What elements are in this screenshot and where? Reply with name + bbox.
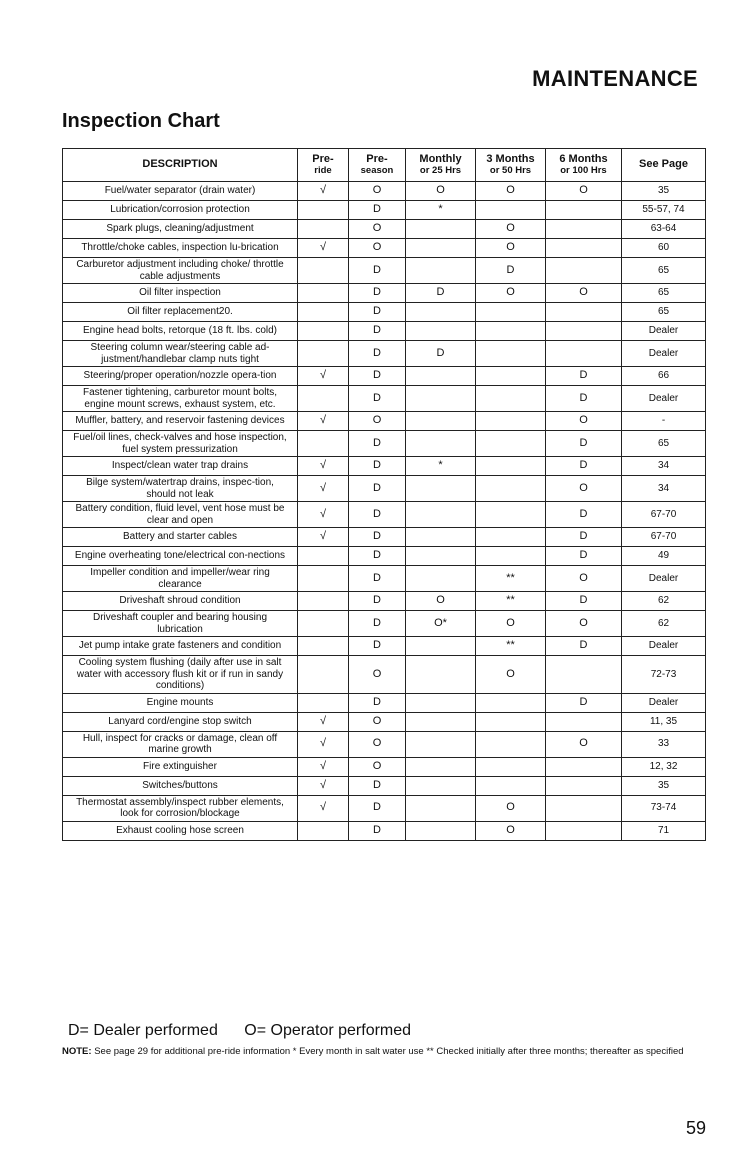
cell-page: 65	[622, 284, 706, 303]
table-row	[63, 693, 706, 712]
cell-preride	[298, 656, 349, 694]
cell-page: 12, 32	[622, 757, 706, 776]
cell-six	[546, 757, 622, 776]
column-header-label: See Page	[639, 158, 688, 171]
cell-three	[476, 457, 546, 476]
cell-six: D	[546, 431, 622, 457]
cell-preseason: D	[349, 566, 406, 592]
cell-preride: √	[298, 367, 349, 386]
cell-desc: Inspect/clean water trap drains	[63, 457, 298, 476]
cell-three: **	[476, 566, 546, 592]
cell-three: **	[476, 637, 546, 656]
cell-page: 55-57, 74	[622, 201, 706, 220]
cell-preride	[298, 592, 349, 611]
column-header	[546, 149, 622, 182]
cell-desc: Lubrication/corrosion protection	[63, 201, 298, 220]
cell-preride	[298, 611, 349, 637]
cell-six: O	[546, 412, 622, 431]
cell-three: O	[476, 284, 546, 303]
cell-desc: Lanyard cord/engine stop switch	[63, 712, 298, 731]
table-row	[63, 258, 706, 284]
cell-six: O	[546, 731, 622, 757]
cell-page: 65	[622, 303, 706, 322]
cell-three	[476, 386, 546, 412]
cell-monthly	[406, 693, 476, 712]
cell-preride	[298, 258, 349, 284]
cell-desc: Thermostat assembly/inspect rubber elements, look for corrosion/blockage	[63, 795, 298, 821]
cell-preseason: O	[349, 656, 406, 694]
cell-six	[546, 795, 622, 821]
cell-desc: Hull, inspect for cracks or damage, clean off marine growth	[63, 731, 298, 757]
table-row	[63, 821, 706, 840]
cell-monthly: *	[406, 457, 476, 476]
cell-monthly: *	[406, 201, 476, 220]
cell-monthly	[406, 566, 476, 592]
cell-monthly	[406, 258, 476, 284]
cell-monthly	[406, 431, 476, 457]
cell-six: D	[546, 637, 622, 656]
cell-preseason: O	[349, 182, 406, 201]
cell-desc: Carburetor adjustment including choke/ throttle cable adjustments	[63, 258, 298, 284]
cell-monthly	[406, 476, 476, 502]
column-header	[622, 149, 706, 182]
cell-monthly	[406, 656, 476, 694]
cell-monthly	[406, 821, 476, 840]
cell-desc: Driveshaft coupler and bearing housing lubrication	[63, 611, 298, 637]
cell-monthly	[406, 239, 476, 258]
cell-preride	[298, 220, 349, 239]
table-row	[63, 341, 706, 367]
cell-preride	[298, 637, 349, 656]
cell-six	[546, 220, 622, 239]
legend	[68, 1022, 433, 1040]
cell-preride	[298, 201, 349, 220]
cell-six	[546, 656, 622, 694]
cell-preseason: D	[349, 795, 406, 821]
cell-preride: √	[298, 776, 349, 795]
cell-desc: Driveshaft shroud condition	[63, 592, 298, 611]
cell-preseason: D	[349, 611, 406, 637]
table-row	[63, 656, 706, 694]
cell-three	[476, 367, 546, 386]
cell-three: **	[476, 592, 546, 611]
cell-monthly: D	[406, 341, 476, 367]
cell-preride	[298, 303, 349, 322]
table-row	[63, 220, 706, 239]
cell-preseason: O	[349, 731, 406, 757]
page-number: 59	[685, 1118, 706, 1138]
cell-preride: √	[298, 412, 349, 431]
column-header-label: 6 Months	[559, 152, 608, 165]
table-row	[63, 201, 706, 220]
cell-page: 66	[622, 367, 706, 386]
cell-monthly: D	[406, 284, 476, 303]
table-row	[63, 731, 706, 757]
column-header	[298, 149, 349, 182]
cell-preseason: D	[349, 637, 406, 656]
cell-preride: √	[298, 502, 349, 528]
cell-monthly	[406, 412, 476, 431]
cell-preride	[298, 386, 349, 412]
cell-desc: Throttle/choke cables, inspection lu-brication	[63, 239, 298, 258]
cell-preseason: O	[349, 757, 406, 776]
cell-desc: Engine mounts	[63, 693, 298, 712]
cell-preseason: O	[349, 220, 406, 239]
column-header-sub: or 100 Hrs	[560, 165, 607, 176]
table-row	[63, 303, 706, 322]
cell-monthly	[406, 776, 476, 795]
cell-preride: √	[298, 795, 349, 821]
cell-page: 67-70	[622, 502, 706, 528]
cell-preride	[298, 341, 349, 367]
cell-three: O	[476, 182, 546, 201]
cell-monthly	[406, 502, 476, 528]
cell-desc: Jet pump intake grate fasteners and condition	[63, 637, 298, 656]
cell-preseason: D	[349, 341, 406, 367]
cell-page: 34	[622, 476, 706, 502]
cell-desc: Cooling system flushing (daily after use in salt water with accessory flush kit or if run in sandy conditions)	[63, 656, 298, 694]
column-header	[63, 149, 298, 182]
cell-preseason: D	[349, 476, 406, 502]
cell-preride: √	[298, 731, 349, 757]
legend-operator: O= Operator performed	[244, 1022, 412, 1039]
column-header	[406, 149, 476, 182]
table-row	[63, 284, 706, 303]
table-row	[63, 412, 706, 431]
table-row	[63, 367, 706, 386]
cell-three: O	[476, 795, 546, 821]
cell-six: D	[546, 367, 622, 386]
cell-three	[476, 528, 546, 547]
cell-page: Dealer	[622, 322, 706, 341]
cell-desc: Fastener tightening, carburetor mount bolts, engine mount screws, exhaust system, etc.	[63, 386, 298, 412]
cell-six	[546, 258, 622, 284]
cell-three	[476, 693, 546, 712]
cell-three: O	[476, 821, 546, 840]
cell-preseason: D	[349, 693, 406, 712]
cell-monthly	[406, 637, 476, 656]
cell-six: D	[546, 528, 622, 547]
cell-three	[476, 502, 546, 528]
cell-preride	[298, 566, 349, 592]
table-row	[63, 322, 706, 341]
cell-six: D	[546, 457, 622, 476]
cell-six	[546, 821, 622, 840]
cell-six: O	[546, 476, 622, 502]
cell-page: Dealer	[622, 566, 706, 592]
cell-preride: √	[298, 528, 349, 547]
cell-monthly	[406, 712, 476, 731]
cell-preseason: O	[349, 712, 406, 731]
column-header-sub: ride	[314, 165, 332, 176]
cell-three: D	[476, 258, 546, 284]
table-body	[63, 182, 706, 841]
cell-three	[476, 341, 546, 367]
column-header-label: 3 Months	[486, 152, 535, 165]
column-header-sub: or 50 Hrs	[489, 165, 532, 176]
cell-six: D	[546, 502, 622, 528]
cell-desc: Battery condition, fluid level, vent hose must be clear and open	[63, 502, 298, 528]
cell-preseason: O	[349, 412, 406, 431]
cell-three	[476, 547, 546, 566]
cell-six	[546, 239, 622, 258]
cell-page: 34	[622, 457, 706, 476]
cell-monthly	[406, 386, 476, 412]
cell-preride	[298, 284, 349, 303]
cell-desc: Bilge system/watertrap drains, inspec-tion, should not leak	[63, 476, 298, 502]
cell-three	[476, 431, 546, 457]
cell-desc: Steering/proper operation/nozzle opera-tion	[63, 367, 298, 386]
table-row	[63, 182, 706, 201]
note-label: NOTE:	[62, 1046, 92, 1057]
cell-preseason: D	[349, 502, 406, 528]
cell-preride: √	[298, 457, 349, 476]
cell-three	[476, 303, 546, 322]
cell-preride	[298, 431, 349, 457]
cell-desc: Muffler, battery, and reservoir fastening devices	[63, 412, 298, 431]
cell-six	[546, 303, 622, 322]
cell-preride	[298, 547, 349, 566]
cell-monthly	[406, 731, 476, 757]
table-row	[63, 566, 706, 592]
column-header-label: DESCRIPTION	[142, 158, 218, 171]
cell-page: 63-64	[622, 220, 706, 239]
column-header-label: Monthly	[419, 152, 462, 165]
table-row	[63, 776, 706, 795]
cell-three	[476, 776, 546, 795]
table-row	[63, 592, 706, 611]
cell-six	[546, 201, 622, 220]
cell-three	[476, 322, 546, 341]
cell-page: 35	[622, 776, 706, 795]
cell-page: 71	[622, 821, 706, 840]
cell-preride: √	[298, 476, 349, 502]
cell-preride: √	[298, 182, 349, 201]
cell-page: 65	[622, 431, 706, 457]
cell-six	[546, 776, 622, 795]
cell-three: O	[476, 611, 546, 637]
cell-preseason: D	[349, 776, 406, 795]
cell-desc: Fire extinguisher	[63, 757, 298, 776]
cell-monthly	[406, 303, 476, 322]
table-row	[63, 502, 706, 528]
table-row	[63, 386, 706, 412]
cell-preseason: D	[349, 201, 406, 220]
table-row	[63, 476, 706, 502]
table-row	[63, 431, 706, 457]
cell-three	[476, 201, 546, 220]
cell-desc: Fuel/water separator (drain water)	[63, 182, 298, 201]
cell-preseason: O	[349, 239, 406, 258]
cell-monthly	[406, 322, 476, 341]
column-header-sub: season	[360, 165, 394, 176]
cell-preride	[298, 693, 349, 712]
cell-desc: Steering column wear/steering cable ad-justment/handlebar clamp nuts tight	[63, 341, 298, 367]
cell-six: O	[546, 611, 622, 637]
table-row	[63, 611, 706, 637]
note-text: See page 29 for additional pre-ride information * Every month in salt water use ** Checked initially after three months; thereafter as specified	[94, 1046, 684, 1057]
table-row	[63, 239, 706, 258]
table-row	[63, 547, 706, 566]
cell-six	[546, 322, 622, 341]
cell-monthly: O	[406, 592, 476, 611]
cell-monthly: O*	[406, 611, 476, 637]
cell-preseason: D	[349, 821, 406, 840]
cell-three: O	[476, 220, 546, 239]
table-row	[63, 528, 706, 547]
section-title: MAINTENANCE	[532, 66, 698, 91]
cell-six: D	[546, 547, 622, 566]
cell-page: 73-74	[622, 795, 706, 821]
cell-page: Dealer	[622, 386, 706, 412]
cell-preseason: D	[349, 457, 406, 476]
cell-preride	[298, 322, 349, 341]
table-row	[63, 795, 706, 821]
cell-six: O	[546, 566, 622, 592]
cell-desc: Engine overheating tone/electrical con-nections	[63, 547, 298, 566]
table-row	[63, 637, 706, 656]
cell-monthly	[406, 757, 476, 776]
cell-six: D	[546, 386, 622, 412]
cell-six: D	[546, 693, 622, 712]
column-header-sub: or 25 Hrs	[419, 165, 462, 176]
cell-preride: √	[298, 239, 349, 258]
cell-three	[476, 731, 546, 757]
column-header	[476, 149, 546, 182]
cell-monthly: O	[406, 182, 476, 201]
cell-page: 35	[622, 182, 706, 201]
cell-desc: Fuel/oil lines, check-valves and hose inspection, fuel system pressurization	[63, 431, 298, 457]
cell-preseason: D	[349, 592, 406, 611]
cell-six: O	[546, 182, 622, 201]
cell-desc: Oil filter replacement20.	[63, 303, 298, 322]
cell-preseason: D	[349, 367, 406, 386]
cell-page: 62	[622, 611, 706, 637]
cell-three	[476, 712, 546, 731]
cell-page: Dealer	[622, 693, 706, 712]
column-header-label: Pre-	[366, 152, 388, 165]
cell-three	[476, 757, 546, 776]
table-row	[63, 712, 706, 731]
inspection-chart-table	[62, 148, 706, 841]
cell-three	[476, 412, 546, 431]
column-header-label: Pre-	[312, 152, 334, 165]
cell-page: 11, 35	[622, 712, 706, 731]
cell-six: O	[546, 284, 622, 303]
cell-page: 49	[622, 547, 706, 566]
cell-page: 60	[622, 239, 706, 258]
cell-desc: Engine head bolts, retorque (18 ft. lbs. cold)	[63, 322, 298, 341]
cell-preseason: D	[349, 386, 406, 412]
table-row	[63, 757, 706, 776]
cell-page: 33	[622, 731, 706, 757]
cell-preseason: D	[349, 528, 406, 547]
cell-desc: Switches/buttons	[63, 776, 298, 795]
cell-three	[476, 476, 546, 502]
cell-page: 65	[622, 258, 706, 284]
cell-three: O	[476, 239, 546, 258]
cell-desc: Spark plugs, cleaning/adjustment	[63, 220, 298, 239]
cell-monthly	[406, 220, 476, 239]
legend-dealer: D= Dealer performed	[68, 1022, 218, 1039]
cell-preride: √	[298, 757, 349, 776]
cell-desc: Impeller condition and impeller/wear ring clearance	[63, 566, 298, 592]
cell-preseason: D	[349, 303, 406, 322]
cell-preride	[298, 821, 349, 840]
cell-page: 62	[622, 592, 706, 611]
cell-page: Dealer	[622, 637, 706, 656]
cell-monthly	[406, 528, 476, 547]
cell-page: 72-73	[622, 656, 706, 694]
column-header	[349, 149, 406, 182]
cell-preseason: D	[349, 258, 406, 284]
cell-desc: Oil filter inspection	[63, 284, 298, 303]
table-row	[63, 457, 706, 476]
cell-preseason: D	[349, 547, 406, 566]
cell-six	[546, 712, 622, 731]
cell-preride: √	[298, 712, 349, 731]
cell-six: D	[546, 592, 622, 611]
chart-title: Inspection Chart	[62, 110, 220, 132]
cell-monthly	[406, 547, 476, 566]
cell-six	[546, 341, 622, 367]
cell-preseason: D	[349, 322, 406, 341]
cell-monthly	[406, 367, 476, 386]
cell-page: -	[622, 412, 706, 431]
cell-desc: Battery and starter cables	[63, 528, 298, 547]
cell-page: 67-70	[622, 528, 706, 547]
cell-preseason: D	[349, 431, 406, 457]
cell-desc: Exhaust cooling hose screen	[63, 821, 298, 840]
cell-monthly	[406, 795, 476, 821]
footnote	[62, 1045, 692, 1058]
cell-three: O	[476, 656, 546, 694]
cell-preseason: D	[349, 284, 406, 303]
table-header-row	[63, 149, 706, 182]
cell-page: Dealer	[622, 341, 706, 367]
